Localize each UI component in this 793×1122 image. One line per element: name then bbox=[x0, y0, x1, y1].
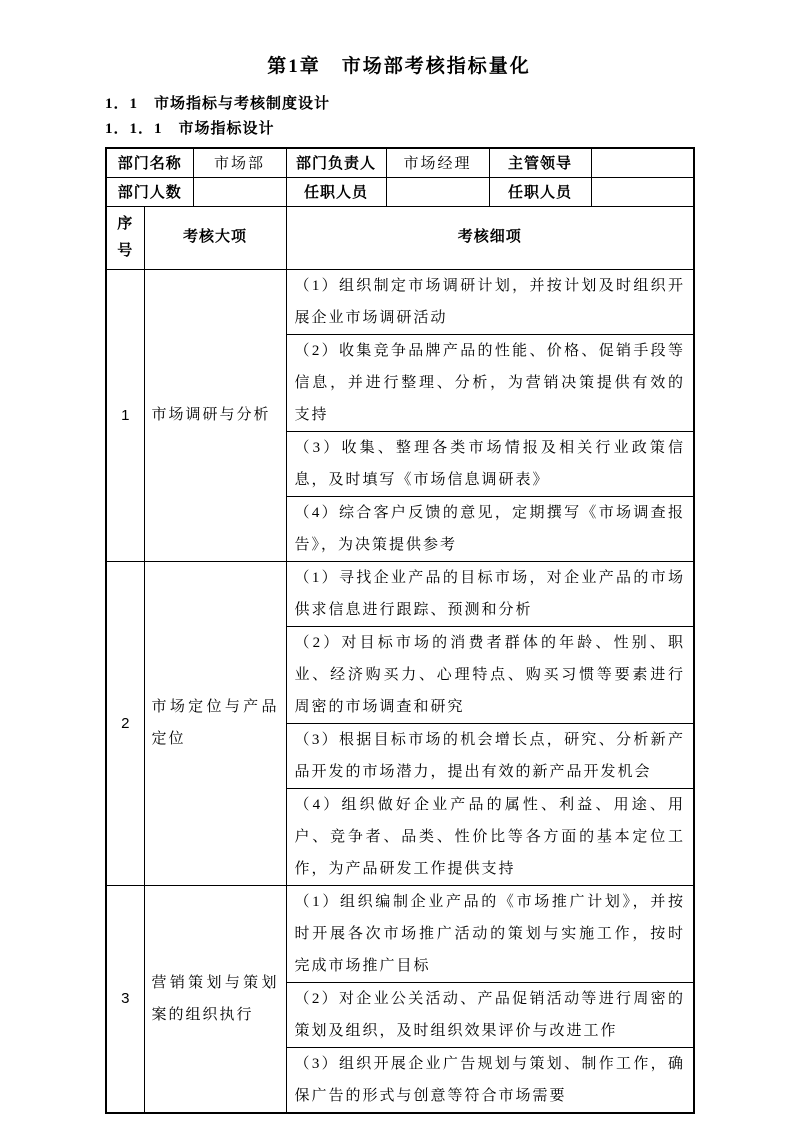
assessment-item: （3）收集、整理各类市场情报及相关行业政策信息，及时填写《市场信息调研表》 bbox=[286, 431, 694, 496]
dept-head-value: 市场经理 bbox=[386, 148, 489, 177]
dept-name-label: 部门名称 bbox=[106, 148, 193, 177]
assessment-item: （2）收集竞争品牌产品的性能、价格、促销手段等信息，并进行整理、分析，为营销决策提供有效的支持 bbox=[286, 334, 694, 431]
staff-value-1 bbox=[386, 177, 489, 206]
staff-label-1: 任职人员 bbox=[286, 177, 386, 206]
table-row bbox=[106, 561, 694, 626]
supervisor-label: 主管领导 bbox=[489, 148, 591, 177]
info-row-1 bbox=[106, 148, 694, 177]
assessment-item: （3）根据目标市场的机会增长点，研究、分析新产品开发的市场潜力，提出有效的新产品开发机会 bbox=[286, 723, 694, 788]
dept-count-label: 部门人数 bbox=[106, 177, 193, 206]
assessment-item: （4）组织做好企业产品的属性、利益、用途、用户、竞争者、品类、性价比等各方面的基本定位工作，为产品研发工作提供支持 bbox=[286, 788, 694, 885]
assessment-item: （4）综合客户反馈的意见，定期撰写《市场调查报告》，为决策提供参考 bbox=[286, 496, 694, 561]
assessment-item: （1）组织制定市场调研计划，并按计划及时组织开展企业市场调研活动 bbox=[286, 269, 694, 334]
assessment-item: （2）对企业公关活动、产品促销活动等进行周密的策划及组织，及时组织效果评价与改进工作 bbox=[286, 982, 694, 1047]
table-row bbox=[106, 885, 694, 982]
staff-value-2 bbox=[591, 177, 694, 206]
section-heading: 1．1 市场指标与考核制度设计 bbox=[105, 96, 331, 112]
section-3-category: 营销策划与策划案的组织执行 bbox=[144, 885, 286, 1113]
info-row-2 bbox=[106, 177, 694, 206]
section-2-index: 2 bbox=[106, 561, 144, 885]
section-2-category: 市场定位与产品定位 bbox=[144, 561, 286, 885]
subsection-heading: 1．1．1 市场指标设计 bbox=[105, 121, 275, 137]
column-header-row bbox=[106, 206, 694, 269]
table-row bbox=[106, 269, 694, 334]
detail-header: 考核细项 bbox=[286, 206, 694, 269]
assessment-item: （1）寻找企业产品的目标市场，对企业产品的市场供求信息进行跟踪、预测和分析 bbox=[286, 561, 694, 626]
section-3-index: 3 bbox=[106, 885, 144, 1113]
assessment-item: （1）组织编制企业产品的《市场推广计划》，并按时开展各次市场推广活动的策划与实施工作，按时完成市场推广目标 bbox=[286, 885, 694, 982]
supervisor-value bbox=[591, 148, 694, 177]
section-1-category: 市场调研与分析 bbox=[144, 269, 286, 561]
dept-name-value: 市场部 bbox=[193, 148, 286, 177]
assessment-table bbox=[105, 147, 695, 1114]
page-title: 第1章 市场部考核指标量化 bbox=[267, 56, 531, 77]
staff-label-2: 任职人员 bbox=[489, 177, 591, 206]
category-header: 考核大项 bbox=[144, 206, 286, 269]
assessment-item: （3）组织开展企业广告规划与策划、制作工作，确保广告的形式与创意等符合市场需要 bbox=[286, 1047, 694, 1113]
dept-head-label: 部门负责人 bbox=[286, 148, 386, 177]
dept-count-value bbox=[193, 177, 286, 206]
section-1-index: 1 bbox=[106, 269, 144, 561]
index-header: 序号 bbox=[106, 206, 144, 269]
assessment-item: （2）对目标市场的消费者群体的年龄、性别、职业、经济购买力、心理特点、购买习惯等要素进行周密的市场调查和研究 bbox=[286, 626, 694, 723]
